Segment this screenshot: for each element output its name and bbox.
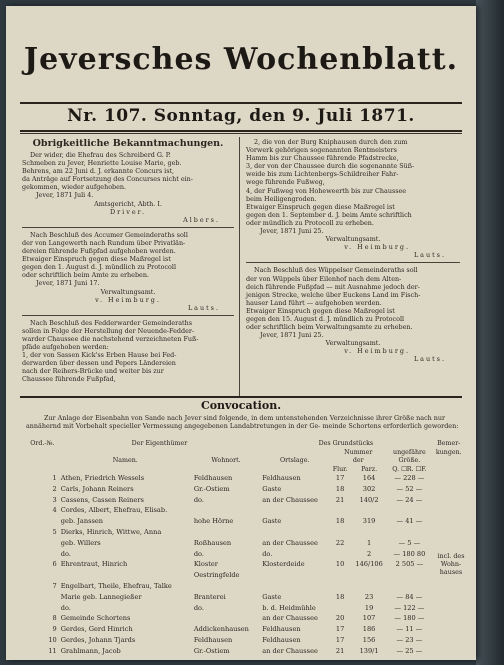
cell-size: — 23 — (396, 635, 423, 644)
table-row (26, 485, 466, 496)
notice-line: warder Chaussee die nachstehend verzeichneten Fuß- (22, 334, 199, 343)
cell-flur (329, 582, 351, 593)
table-row (26, 560, 466, 571)
cell-no: 9 (52, 625, 57, 634)
notice-line: Der wider, die Ehefrau des Schreiberd G. P. (30, 151, 171, 159)
notice-line: hauser Land führt — aufgehoben werden. (246, 298, 382, 307)
cell-name: Gerdes, Gerd Hinrich (60, 625, 133, 634)
cell-remark (432, 647, 466, 658)
notice-line: Etwaiger Einspruch gegen diese Maßregel ist (22, 255, 171, 264)
cell-flur: 18 (335, 517, 345, 526)
notice-line: oder schriftlich beim Verwaltungsamte zu erheben. (246, 323, 413, 332)
cell-size: — 122 — (394, 603, 425, 612)
cell-name: Engelbart, Theile, Ehefrau, Talke (60, 581, 172, 590)
cell-parcel: 19 (364, 603, 374, 612)
notice-signature: v. Heimburg. (344, 347, 410, 356)
notice-line: Nach Beschluß des Accumer Gemeinderaths soll (30, 230, 188, 239)
table-row (26, 517, 466, 528)
th-flur: Flur. (332, 465, 348, 473)
notice-line: sollen in Folge der Herstellung der Neuende-Fedder- (22, 326, 195, 335)
notice-line: 1, der von Sassen Kick'ss Erben Hause bei Fed- (22, 351, 177, 360)
notice-line: nach der Reihers-Brücke und weiter bis zur (22, 367, 164, 376)
right-column (246, 138, 460, 364)
cell-parcel: 140/2 (359, 495, 379, 504)
notice-line: Vorwerk gehörigen sogenannten Rentmeisters (246, 146, 397, 155)
cell-flur: 17 (335, 474, 345, 482)
cell-remark (432, 506, 466, 517)
notice-line: deich führende Fußpfad — mit Ausnahme jedoch der- (246, 282, 420, 291)
th-size-sub: Größe. (398, 457, 421, 464)
th-parc: Parz. (361, 465, 378, 473)
notice-wueppels (246, 266, 460, 331)
cell-name: geb. Janssen (60, 517, 104, 526)
table-row (26, 550, 466, 561)
cell-residence: Feldhausen (193, 474, 233, 482)
cell-remark (432, 582, 466, 593)
cell-residence (192, 614, 260, 625)
cell-residence: Gr.-Ostiem (193, 646, 230, 655)
notice-line: Nach Beschluß des Wüppelser Gemeinderaths soll (254, 266, 418, 275)
cell-parcel: 1 (367, 538, 372, 547)
cell-residence: Addickenhausen (193, 625, 249, 634)
cell-flur: 18 (335, 484, 345, 493)
notice-signature: Lauts. (187, 303, 220, 312)
notice-line: Etwaiger Einspruch gegen diese Maßregel ist (246, 306, 395, 315)
cell-parcel (351, 571, 387, 582)
table-row (26, 528, 466, 539)
notice-line: gekommen, wieder aufgehoben. (22, 183, 127, 192)
cell-no: 1 (52, 474, 57, 482)
th-location: Ortslage. (279, 457, 310, 464)
cell-residence: Feldhausen (193, 635, 233, 644)
th-owner: Der Eigenthümer (131, 440, 188, 447)
cell-name: Gemeinde Schortens (60, 614, 131, 623)
cell-name: do. (60, 603, 71, 612)
cell-remark (432, 474, 466, 485)
notice-line: Chaussee führende Fußpfad, (22, 375, 116, 384)
notice-line: 4, der Fußweg von Hoheweerth bis zur Chaussee (246, 186, 407, 195)
notice-fedderwarden (22, 319, 234, 384)
divider (22, 315, 234, 316)
cell-name: Gerdes, Johann Tjards (60, 635, 136, 644)
cell-location (260, 582, 329, 593)
cell-parcel: 164 (362, 474, 376, 482)
cell-no: 7 (52, 581, 57, 590)
cell-flur: 17 (335, 625, 345, 634)
brace-note: incl. des Wohn- hauses (437, 552, 465, 577)
cell-location: Klosterdeide (262, 560, 305, 569)
convocation-intro: Zur Anlage der Eisenbahn von Sande nach Jever sind folgende, in dem untenstehenden Verzeichnisse ihrer Größe nach nur annähernd mit Vorbehalt specieller Vermessung angegebenen Landabtretungen in der Ge- meinde Schortens erforderlich geworden: (26, 414, 459, 431)
cell-flur: 10 (335, 560, 345, 569)
cell-parcel: 23 (364, 592, 374, 601)
cell-size (387, 582, 431, 593)
cell-flur: 22 (335, 538, 345, 547)
cell-size (387, 506, 431, 517)
cell-name: Dierks, Hinrich, Wittwe, Anna (60, 527, 162, 536)
notice-line: 3, der von der Chaussee durch die sogenannte Süß- (246, 162, 415, 171)
notice-date: Jever, 1871 Juni 25. (260, 227, 324, 236)
table-row (26, 604, 466, 615)
cell-size: — 11 — (396, 625, 423, 634)
cell-flur: 20 (335, 614, 345, 623)
th-units: Q. ☐R. ☐F. (392, 465, 427, 473)
cell-parcel (351, 582, 387, 593)
cell-flur (329, 506, 351, 517)
book-edge (476, 0, 504, 665)
table-row (26, 539, 466, 550)
table-row (26, 582, 466, 593)
cell-no: 4 (52, 506, 57, 515)
cell-parcel (351, 528, 387, 539)
cell-location: an der Chaussee (262, 495, 318, 504)
th-parcel: Des Grundstücks (318, 440, 374, 447)
notice-signature: Albers. (183, 215, 220, 224)
cell-no (26, 517, 59, 528)
cell-location: Gaste (262, 592, 282, 601)
notice-signature: v. Heimburg. (95, 295, 161, 304)
issue-line: Nr. 107. Sonntag, den 9. Juli 1871. (67, 106, 415, 126)
notice-line: der von Wüppels über Eilenhof nach dem Alten- (246, 274, 402, 283)
cell-remark (432, 517, 466, 528)
cell-no: 8 (52, 614, 57, 623)
cell-location: Feldhausen (262, 635, 301, 644)
notice-accum (22, 231, 234, 280)
cell-name: Marie geb. Lannegießer (60, 592, 142, 601)
notice-line: dereien führende Fußpfad aufgehoben werden. (22, 247, 176, 256)
notice-concurs (22, 151, 234, 191)
cell-parcel: 186 (362, 625, 376, 634)
cell-parcel: 146/106 (355, 560, 383, 569)
notice-line: da Anträge auf Fortsetzung des Concurses nicht ein- (22, 175, 193, 184)
notice-line: pfäde aufgehoben werden: (22, 343, 109, 352)
cell-residence: do. (193, 549, 204, 558)
notice-line: oder mündlich zu Protocoll zu erheben. (246, 218, 374, 227)
cell-flur (329, 550, 351, 561)
issue-rule-top (20, 130, 462, 132)
cell-residence: do. (193, 603, 204, 612)
cell-remark (432, 496, 466, 507)
cell-size (387, 528, 431, 539)
notice-office: Verwaltungsamt. (325, 339, 381, 348)
left-column (22, 136, 234, 384)
cell-no: 2 (52, 484, 57, 493)
table-row (26, 593, 466, 604)
notice-line: der von Langewerth nach Rundum über Privatlän- (22, 238, 186, 247)
notice-signature: Lauts. (413, 355, 446, 364)
cell-residence: Oestringfelde (193, 571, 240, 580)
cell-flur: 21 (335, 646, 345, 655)
cell-parcel: 139/1 (359, 646, 379, 655)
cell-flur (329, 604, 351, 615)
cell-size: — 180 — (394, 614, 425, 623)
table-row (26, 625, 466, 636)
column-divider (239, 137, 240, 397)
th-remarks-sub: kungen. (435, 448, 462, 456)
cell-size: — 24 — (396, 495, 423, 504)
cell-name: geb. Willers (60, 538, 101, 547)
cell-name: Cassens, Cassen Reiners (60, 495, 144, 504)
section-heading: Obrigkeitliche Bekanntmachungen. (32, 138, 224, 149)
cell-residence: Branterei (193, 592, 226, 601)
table-row (26, 636, 466, 647)
notice-line: derwarden über dessen und Pepers Ländereien (22, 359, 176, 368)
notice-line: beim Heiligengroden. (246, 194, 317, 203)
cell-size: — 52 — (396, 484, 423, 493)
notice-date: Jever, 1871 Juli 4. (36, 191, 94, 200)
notice-line: gegen den 1. September d. J. beim Amte schriftlich (246, 210, 412, 219)
cell-remark (432, 539, 466, 550)
cell-remark (432, 625, 466, 636)
cell-parcel: 302 (362, 484, 376, 493)
cell-parcel: 156 (362, 635, 376, 644)
notice-kniphausen (246, 138, 460, 227)
notice-office: Verwaltungsamt. (100, 287, 156, 296)
cell-location: Gaste (262, 484, 282, 493)
notice-line: Schmeben zu Jever, Henriette Louise Marie, geb. (22, 159, 182, 168)
cell-location: do. (262, 549, 273, 558)
issue-rule-bottom (20, 133, 462, 134)
cell-parcel: 319 (362, 517, 376, 526)
table-row (26, 571, 466, 582)
cell-residence: Roßhausen (193, 538, 232, 547)
cell-no: 10 (48, 635, 57, 644)
cell-remark (432, 636, 466, 647)
notice-office: Amtsgericht, Abth. I. (94, 199, 162, 208)
table-row (26, 474, 466, 485)
cell-name: Carls, Johann Reiners (60, 484, 134, 493)
cell-size: 2 505 — (395, 560, 424, 569)
th-residence: Wohnort. (211, 457, 241, 464)
notice-line: weide bis zum Lichtenbergs-Schildreiher Fahr- (246, 170, 399, 179)
cell-size: — 5 — (398, 538, 421, 547)
notice-line: gegen den 15. August d. J. mündlich zu Protocoll (246, 314, 405, 323)
notice-line: jenigen Strecke, welche über Euckens Land im Fisch- (246, 290, 421, 299)
cell-residence: Gr.-Ostiem (193, 484, 230, 493)
cell-residence: Kloster (193, 560, 218, 569)
cell-name: Athen, Friedrich Wessels (60, 474, 145, 482)
divider (22, 227, 234, 228)
cell-location: an der Chaussee (262, 646, 318, 655)
cell-size: — 180 80 (393, 549, 426, 558)
cell-location: Gaste (262, 517, 282, 526)
table-row (26, 647, 466, 658)
cell-no: 3 (52, 495, 57, 504)
cell-remark (432, 614, 466, 625)
cell-no (26, 550, 59, 561)
cell-parcel (351, 506, 387, 517)
th-no: Ord.-№. (30, 440, 55, 447)
cell-no (26, 604, 59, 615)
notice-line: gegen den 1. August d. J. mündlich zu Protocoll (22, 263, 176, 272)
notice-line: Hamm bis zur Chaussee führende Pfadstrecke, (246, 154, 399, 163)
cell-name (59, 571, 192, 582)
th-number-sub: der (352, 457, 364, 464)
cell-parcel: 2 (367, 549, 372, 558)
cell-size: — 25 — (396, 646, 423, 655)
table-row (26, 496, 466, 507)
cell-parcel: 107 (362, 614, 376, 623)
divider (246, 262, 460, 263)
notice-signature: Driver. (110, 207, 146, 216)
cell-name: Ehrentraut, Hinrich (60, 560, 128, 569)
cell-residence (192, 506, 260, 517)
notice-line: Etwaiger Einspruch gegen diese Maßregel ist (246, 202, 395, 211)
th-size-top: ungefähre (393, 448, 426, 456)
newspaper-page (6, 6, 476, 660)
cell-location (260, 506, 329, 517)
cell-no (26, 539, 59, 550)
cell-no: 6 (52, 560, 57, 569)
cell-location: Feldhausen (262, 625, 301, 634)
cell-remark (432, 528, 466, 539)
cell-name: Cordes, Albert, Ehefrau, Elisab. (60, 506, 168, 515)
table-row (26, 506, 466, 517)
th-number: Nummer (344, 448, 373, 456)
cell-flur: 17 (335, 635, 345, 644)
notice-date: Jever, 1871 Juni 25. (260, 331, 324, 340)
cell-residence (192, 582, 260, 593)
th-remarks-top: Bemer- (437, 440, 461, 447)
cell-location: an der Chaussee (262, 614, 318, 623)
cell-location (260, 571, 329, 582)
notice-signature: Lauts. (413, 251, 446, 260)
cell-no: 11 (48, 646, 57, 655)
masthead: Jeversches Wochenblatt. (23, 42, 459, 77)
cell-remark (432, 593, 466, 604)
cell-flur (329, 571, 351, 582)
table-row (26, 614, 466, 625)
cell-no: 5 (52, 527, 57, 536)
notice-line: wege führende Fußweg, (246, 178, 325, 187)
notice-signature: v. Heimburg. (344, 243, 410, 252)
notice-line: Nach Beschluß des Fedderwarder Gemeinderaths (30, 318, 192, 327)
cell-flur (329, 528, 351, 539)
cell-size: — 41 — (396, 517, 423, 526)
notice-office: Verwaltungsamt. (325, 235, 381, 244)
cell-no (26, 571, 59, 582)
cell-remark (432, 485, 466, 496)
cell-size: — 228 — (394, 474, 425, 482)
notice-line: oder schriftlich beim Amte zu erheben. (22, 271, 149, 280)
cell-location: Feldhausen (262, 474, 301, 482)
masthead-rule (20, 102, 462, 104)
notice-date: Jever, 1871 Juni 17. (36, 279, 100, 288)
convocation-title: Convocation. (200, 399, 282, 412)
notice-line: 2, die von der Burg Kniphausen durch den zum (254, 138, 408, 146)
cell-residence: hohe Hörne (193, 517, 234, 526)
cell-location: b. d. Heidmühle (262, 603, 316, 612)
th-names: Namen. (112, 457, 138, 464)
cell-residence: do. (193, 495, 204, 504)
section-rule (20, 396, 462, 398)
cell-remark (432, 604, 466, 615)
cell-flur: 21 (335, 495, 345, 504)
cell-flur: 18 (335, 592, 345, 601)
land-table (26, 440, 466, 658)
cell-no (26, 593, 59, 604)
cell-location (260, 528, 329, 539)
notice-line: Behrens, am 22 Juni d. J. erkannte Concurs ist, (22, 167, 175, 176)
cell-name: do. (60, 549, 71, 558)
cell-size (387, 571, 431, 582)
cell-name: Grahlmann, Jacob (60, 646, 121, 655)
cell-location: an der Chaussee (262, 538, 318, 547)
cell-size: — 84 — (396, 592, 423, 601)
cell-residence (192, 528, 260, 539)
